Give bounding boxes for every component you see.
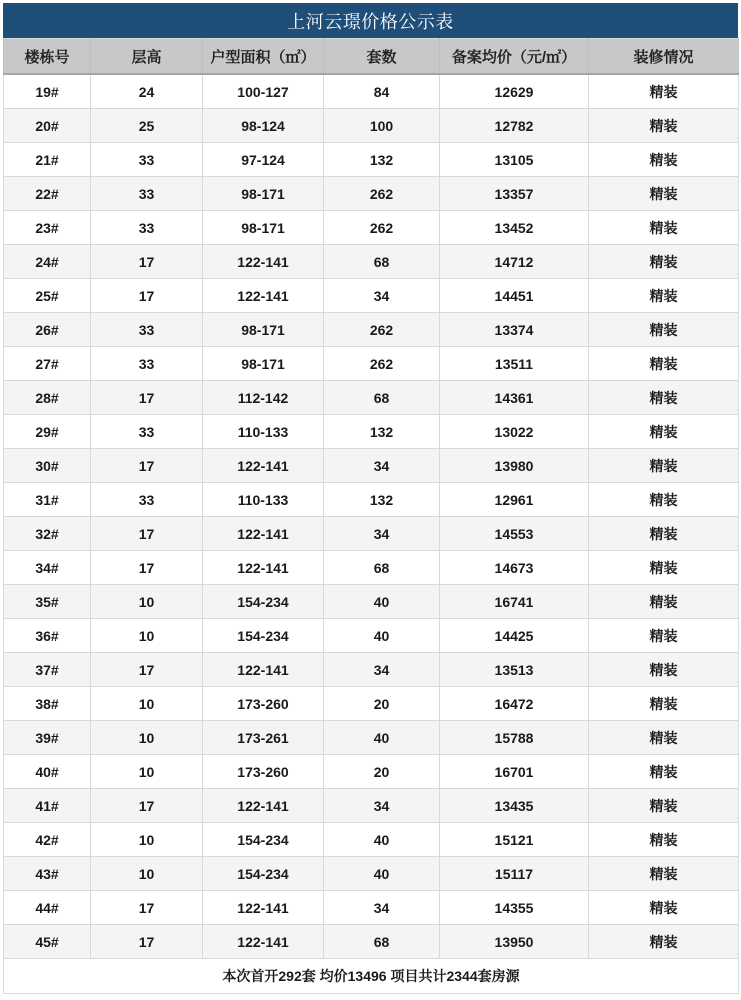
table-row	[4, 211, 739, 245]
cell-avg-price: 14425	[440, 619, 589, 653]
cell-area: 98-171	[203, 313, 324, 347]
cell-decoration: 精装	[589, 74, 739, 109]
cell-avg-price: 14673	[440, 551, 589, 585]
cell-avg-price: 13513	[440, 653, 589, 687]
cell-units: 20	[324, 687, 440, 721]
cell-floors: 10	[91, 721, 203, 755]
cell-units: 84	[324, 74, 440, 109]
cell-avg-price: 13022	[440, 415, 589, 449]
cell-units: 20	[324, 755, 440, 789]
cell-floors: 33	[91, 143, 203, 177]
cell-decoration: 精装	[589, 483, 739, 517]
table-row	[4, 585, 739, 619]
table-row	[4, 415, 739, 449]
cell-decoration: 精装	[589, 177, 739, 211]
cell-decoration: 精装	[589, 789, 739, 823]
cell-area: 122-141	[203, 789, 324, 823]
cell-units: 68	[324, 925, 440, 959]
cell-area: 110-133	[203, 483, 324, 517]
table-row	[4, 347, 739, 381]
column-header-decoration: 装修情况	[589, 39, 739, 75]
cell-avg-price: 13357	[440, 177, 589, 211]
cell-decoration: 精装	[589, 381, 739, 415]
table-row	[4, 143, 739, 177]
cell-floors: 10	[91, 585, 203, 619]
table-row	[4, 381, 739, 415]
cell-area: 122-141	[203, 449, 324, 483]
cell-floors: 10	[91, 823, 203, 857]
column-header-building: 楼栋号	[4, 39, 91, 75]
cell-building: 43#	[4, 857, 91, 891]
cell-area: 112-142	[203, 381, 324, 415]
cell-building: 42#	[4, 823, 91, 857]
cell-area: 98-124	[203, 109, 324, 143]
table-row	[4, 245, 739, 279]
cell-decoration: 精装	[589, 585, 739, 619]
cell-building: 23#	[4, 211, 91, 245]
cell-decoration: 精装	[589, 823, 739, 857]
cell-area: 122-141	[203, 653, 324, 687]
cell-building: 20#	[4, 109, 91, 143]
cell-avg-price: 16701	[440, 755, 589, 789]
cell-units: 68	[324, 245, 440, 279]
cell-decoration: 精装	[589, 551, 739, 585]
cell-units: 132	[324, 143, 440, 177]
cell-decoration: 精装	[589, 517, 739, 551]
cell-floors: 17	[91, 925, 203, 959]
cell-building: 37#	[4, 653, 91, 687]
cell-decoration: 精装	[589, 415, 739, 449]
cell-building: 25#	[4, 279, 91, 313]
cell-avg-price: 14355	[440, 891, 589, 925]
cell-avg-price: 16741	[440, 585, 589, 619]
cell-area: 154-234	[203, 585, 324, 619]
cell-building: 27#	[4, 347, 91, 381]
cell-units: 68	[324, 381, 440, 415]
cell-avg-price: 15121	[440, 823, 589, 857]
cell-decoration: 精装	[589, 449, 739, 483]
table-row	[4, 789, 739, 823]
cell-avg-price: 15788	[440, 721, 589, 755]
table-row	[4, 891, 739, 925]
cell-decoration: 精装	[589, 109, 739, 143]
cell-avg-price: 14553	[440, 517, 589, 551]
cell-building: 28#	[4, 381, 91, 415]
cell-floors: 10	[91, 687, 203, 721]
table-row	[4, 551, 739, 585]
cell-units: 40	[324, 823, 440, 857]
cell-decoration: 精装	[589, 857, 739, 891]
cell-floors: 10	[91, 755, 203, 789]
cell-units: 132	[324, 415, 440, 449]
cell-building: 22#	[4, 177, 91, 211]
cell-units: 262	[324, 313, 440, 347]
cell-avg-price: 12961	[440, 483, 589, 517]
cell-units: 40	[324, 721, 440, 755]
cell-building: 19#	[4, 74, 91, 109]
table-row	[4, 177, 739, 211]
cell-avg-price: 13511	[440, 347, 589, 381]
cell-units: 34	[324, 517, 440, 551]
table-row	[4, 313, 739, 347]
cell-avg-price: 15117	[440, 857, 589, 891]
cell-units: 100	[324, 109, 440, 143]
cell-decoration: 精装	[589, 211, 739, 245]
cell-building: 24#	[4, 245, 91, 279]
cell-building: 26#	[4, 313, 91, 347]
cell-building: 36#	[4, 619, 91, 653]
cell-area: 122-141	[203, 551, 324, 585]
cell-avg-price: 13374	[440, 313, 589, 347]
price-table	[3, 38, 739, 994]
cell-floors: 33	[91, 483, 203, 517]
column-header-avg-price: 备案均价（元/㎡）	[440, 39, 589, 75]
cell-area: 98-171	[203, 211, 324, 245]
cell-decoration: 精装	[589, 619, 739, 653]
cell-decoration: 精装	[589, 347, 739, 381]
table-body	[4, 74, 739, 959]
cell-area: 154-234	[203, 823, 324, 857]
cell-units: 40	[324, 585, 440, 619]
cell-avg-price: 13105	[440, 143, 589, 177]
price-table-sheet	[3, 3, 738, 994]
cell-avg-price: 12782	[440, 109, 589, 143]
table-row	[4, 483, 739, 517]
cell-area: 122-141	[203, 245, 324, 279]
cell-avg-price: 13950	[440, 925, 589, 959]
table-row	[4, 109, 739, 143]
summary-text: 本次首开292套 均价13496 项目共计2344套房源	[4, 959, 739, 994]
cell-area: 122-141	[203, 891, 324, 925]
cell-floors: 33	[91, 211, 203, 245]
cell-avg-price: 12629	[440, 74, 589, 109]
cell-decoration: 精装	[589, 687, 739, 721]
cell-building: 31#	[4, 483, 91, 517]
column-header-area: 户型面积（㎡）	[203, 39, 324, 75]
cell-units: 34	[324, 653, 440, 687]
cell-floors: 33	[91, 347, 203, 381]
table-row	[4, 653, 739, 687]
cell-floors: 33	[91, 415, 203, 449]
cell-floors: 33	[91, 313, 203, 347]
table-row	[4, 74, 739, 109]
table-row	[4, 449, 739, 483]
cell-floors: 10	[91, 619, 203, 653]
cell-floors: 33	[91, 177, 203, 211]
cell-floors: 17	[91, 279, 203, 313]
cell-building: 30#	[4, 449, 91, 483]
cell-avg-price: 14361	[440, 381, 589, 415]
cell-floors: 17	[91, 245, 203, 279]
cell-decoration: 精装	[589, 279, 739, 313]
cell-floors: 24	[91, 74, 203, 109]
cell-units: 68	[324, 551, 440, 585]
cell-area: 154-234	[203, 619, 324, 653]
table-row	[4, 687, 739, 721]
cell-units: 132	[324, 483, 440, 517]
cell-area: 173-260	[203, 687, 324, 721]
cell-decoration: 精装	[589, 313, 739, 347]
cell-building: 32#	[4, 517, 91, 551]
cell-floors: 17	[91, 891, 203, 925]
cell-units: 262	[324, 347, 440, 381]
cell-building: 40#	[4, 755, 91, 789]
column-header-floors: 层高	[91, 39, 203, 75]
cell-avg-price: 16472	[440, 687, 589, 721]
cell-area: 173-260	[203, 755, 324, 789]
cell-units: 34	[324, 789, 440, 823]
cell-building: 29#	[4, 415, 91, 449]
cell-avg-price: 13435	[440, 789, 589, 823]
cell-building: 35#	[4, 585, 91, 619]
cell-decoration: 精装	[589, 891, 739, 925]
cell-avg-price: 13452	[440, 211, 589, 245]
table-row	[4, 925, 739, 959]
cell-avg-price: 14712	[440, 245, 589, 279]
table-row	[4, 619, 739, 653]
cell-decoration: 精装	[589, 755, 739, 789]
cell-units: 34	[324, 891, 440, 925]
cell-building: 44#	[4, 891, 91, 925]
table-title: 上河云璟价格公示表	[3, 3, 738, 38]
cell-units: 40	[324, 619, 440, 653]
cell-avg-price: 13980	[440, 449, 589, 483]
cell-decoration: 精装	[589, 925, 739, 959]
cell-units: 34	[324, 279, 440, 313]
cell-floors: 17	[91, 551, 203, 585]
cell-building: 34#	[4, 551, 91, 585]
cell-floors: 17	[91, 653, 203, 687]
cell-building: 21#	[4, 143, 91, 177]
cell-area: 173-261	[203, 721, 324, 755]
cell-floors: 17	[91, 517, 203, 551]
cell-building: 38#	[4, 687, 91, 721]
cell-area: 122-141	[203, 279, 324, 313]
table-row	[4, 517, 739, 551]
cell-building: 41#	[4, 789, 91, 823]
cell-decoration: 精装	[589, 245, 739, 279]
cell-floors: 17	[91, 449, 203, 483]
cell-units: 34	[324, 449, 440, 483]
cell-area: 122-141	[203, 925, 324, 959]
cell-area: 100-127	[203, 74, 324, 109]
cell-building: 39#	[4, 721, 91, 755]
cell-decoration: 精装	[589, 721, 739, 755]
cell-decoration: 精装	[589, 143, 739, 177]
cell-building: 45#	[4, 925, 91, 959]
cell-units: 262	[324, 211, 440, 245]
cell-floors: 17	[91, 789, 203, 823]
table-row	[4, 721, 739, 755]
table-row	[4, 279, 739, 313]
cell-decoration: 精装	[589, 653, 739, 687]
cell-units: 262	[324, 177, 440, 211]
cell-floors: 17	[91, 381, 203, 415]
cell-area: 122-141	[203, 517, 324, 551]
column-header-units: 套数	[324, 39, 440, 75]
cell-area: 98-171	[203, 347, 324, 381]
cell-floors: 25	[91, 109, 203, 143]
table-row	[4, 755, 739, 789]
cell-avg-price: 14451	[440, 279, 589, 313]
cell-area: 110-133	[203, 415, 324, 449]
header-row	[4, 39, 739, 75]
summary-row	[4, 959, 739, 994]
table-row	[4, 857, 739, 891]
table-row	[4, 823, 739, 857]
cell-area: 98-171	[203, 177, 324, 211]
cell-floors: 10	[91, 857, 203, 891]
cell-units: 40	[324, 857, 440, 891]
cell-area: 97-124	[203, 143, 324, 177]
cell-area: 154-234	[203, 857, 324, 891]
